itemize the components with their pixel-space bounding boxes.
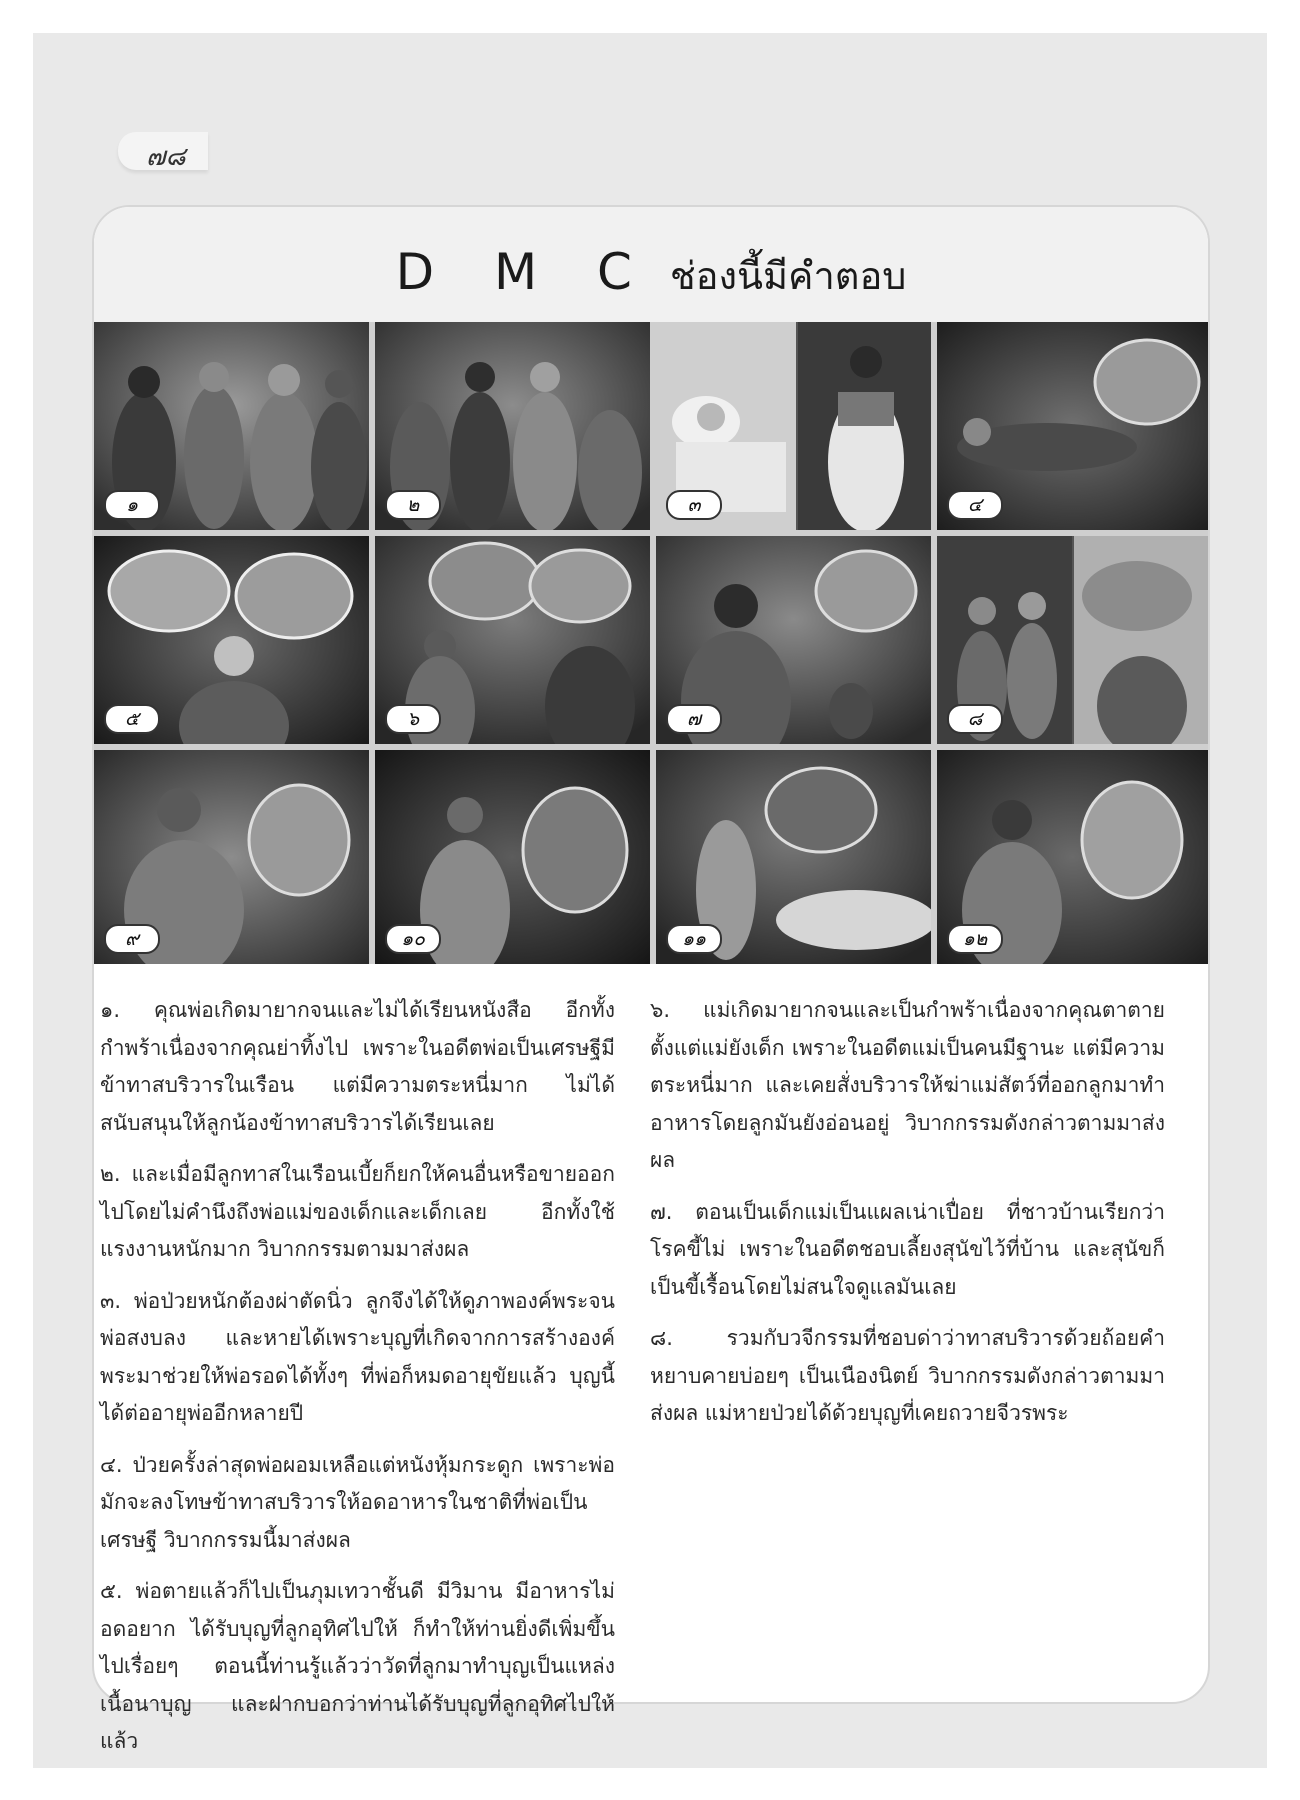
panel-8 bbox=[937, 536, 1208, 744]
panel-4 bbox=[937, 322, 1208, 530]
paragraph-3: ๓. พ่อป่วยหนักต้องผ่าตัดนิ่ว ลูกจึงได้ให้ดูภาพองค์พระจนพ่อสงบลง และหายได้เพราะบุญที่เกิดจากการสร้างองค์พระมาช่วยให้พ่อรอดได้ทั้งๆ ที่พ่อก็หมดอายุขัยแล้ว บุญนี้ได้ต่ออายุพ่ออีกหลายปี bbox=[100, 1288, 615, 1425]
panel-11 bbox=[656, 750, 931, 964]
panel-5-label: ๕ bbox=[104, 704, 160, 734]
page-number: ๗๘ bbox=[146, 142, 186, 172]
panel-9-label: ๙ bbox=[104, 924, 160, 954]
panel-2 bbox=[375, 322, 650, 530]
paragraph-7: ๗. ตอนเป็นเด็กแม่เป็นแผลเน่าเปื่อย ที่ชาวบ้านเรียกว่าโรคขี้ไม่ เพราะในอดีตชอบเลี้ยงสุนัขไว้ที่บ้าน และสุนัขก็เป็นขี้เรื้อนโดยไม่สนใจดูแลมันเลย bbox=[650, 1199, 1165, 1299]
panel-9 bbox=[94, 750, 369, 964]
paragraph-2: ๒. และเมื่อมีลูกทาสในเรือนเบี้ยก็ยกให้คนอื่นหรือขายออกไปโดยไม่คำนึงถึงพ่อแม่ของเด็กและเด็กเลย อีกทั้งใช้แรงงานหนักมาก วิบากกรรมตามมาส่งผล bbox=[100, 1162, 615, 1261]
panel-4-label: ๔ bbox=[947, 490, 1003, 520]
panel-7 bbox=[656, 536, 931, 744]
panel-6-label: ๖ bbox=[385, 704, 441, 734]
panel-8-label: ๘ bbox=[947, 704, 1003, 734]
panel-1-label: ๑ bbox=[104, 490, 160, 520]
title-thai: ช่องนี้มีคำตอบ bbox=[669, 254, 907, 298]
panel-11-label: ๑๑ bbox=[666, 924, 722, 954]
text-column-left bbox=[100, 992, 615, 1775]
panel-7-label: ๗ bbox=[666, 704, 722, 734]
panel-5 bbox=[94, 536, 369, 744]
panel-12 bbox=[937, 750, 1208, 964]
illustration-grid bbox=[94, 322, 1208, 964]
paragraph-1: ๑. คุณพ่อเกิดมายากจนและไม่ได้เรียนหนังสือ อีกทั้งกำพร้าเนื่องจากคุณย่าทิ้งไป เพราะในอดีตพ่อเป็นเศรษฐีมีข้าทาสบริวารในเรือน แต่มีความตระหนี่มาก ไม่ได้สนับสนุนให้ลูกน้องข้าทาสบริวารได้เรียนเลย bbox=[100, 998, 615, 1135]
panel-6 bbox=[375, 536, 650, 744]
panel-3 bbox=[656, 322, 931, 530]
paragraph-4: ๔. ป่วยครั้งล่าสุดพ่อผอมเหลือแต่หนังหุ้มกระดูก เพราะพ่อมักจะลงโทษข้าทาสบริวารให้อดอาหารในชาติที่พ่อเป็นเศรษฐี วิบากกรรมนี้มาส่งผล bbox=[100, 1452, 615, 1552]
panel-10 bbox=[375, 750, 650, 964]
paragraph-5: ๕. พ่อตายแล้วก็ไปเป็นภุมเทวาชั้นดี มีวิมาน มีอาหารไม่อดอยาก ได้รับบุญที่ลูกอุทิศไปให้ ก็ทำให้ท่านยิ่งดีเพิ่มขึ้นไปเรื่อยๆ ตอนนี้ท่านรู้แล้วว่าวัดที่ลูกมาทำบุญเป็นแหล่งเนื้อนาบุญ และฝากบอกว่าท่านได้รับบุญที่ลูกอุทิศไปให้แล้ว bbox=[100, 1579, 615, 1753]
panel-12-label: ๑๒ bbox=[947, 924, 1003, 954]
title-dmc: D M C bbox=[395, 243, 654, 301]
panel-3-label: ๓ bbox=[666, 490, 722, 520]
panel-10-label: ๑๐ bbox=[385, 924, 441, 954]
paragraph-8: ๘. รวมกับวจีกรรมที่ชอบด่าว่าทาสบริวารด้วยถ้อยคำหยาบคายบ่อยๆ เป็นเนืองนิตย์ วิบากกรรมดังกล่าวตามมาส่งผล แม่หายป่วยได้ด้วยบุญที่เคยถวายจีวรพระ bbox=[650, 1326, 1165, 1425]
panel-1 bbox=[94, 322, 369, 530]
text-column-right bbox=[650, 992, 1165, 1447]
paragraph-6: ๖. แม่เกิดมายากจนและเป็นกำพร้าเนื่องจากคุณตาตายตั้งแต่แม่ยังเด็ก เพราะในอดีตแม่เป็นคนมีฐานะ แต่มีความตระหนี่มาก และเคยสั่งบริวารให้ฆ่าแม่สัตว์ที่ออกลูกมาทำอาหารโดยลูกมันยังอ่อนอยู่ วิบากกรรมดังกล่าวตามมาส่งผล bbox=[650, 998, 1165, 1172]
card-title bbox=[94, 243, 1208, 306]
panel-2-label: ๒ bbox=[385, 490, 441, 520]
